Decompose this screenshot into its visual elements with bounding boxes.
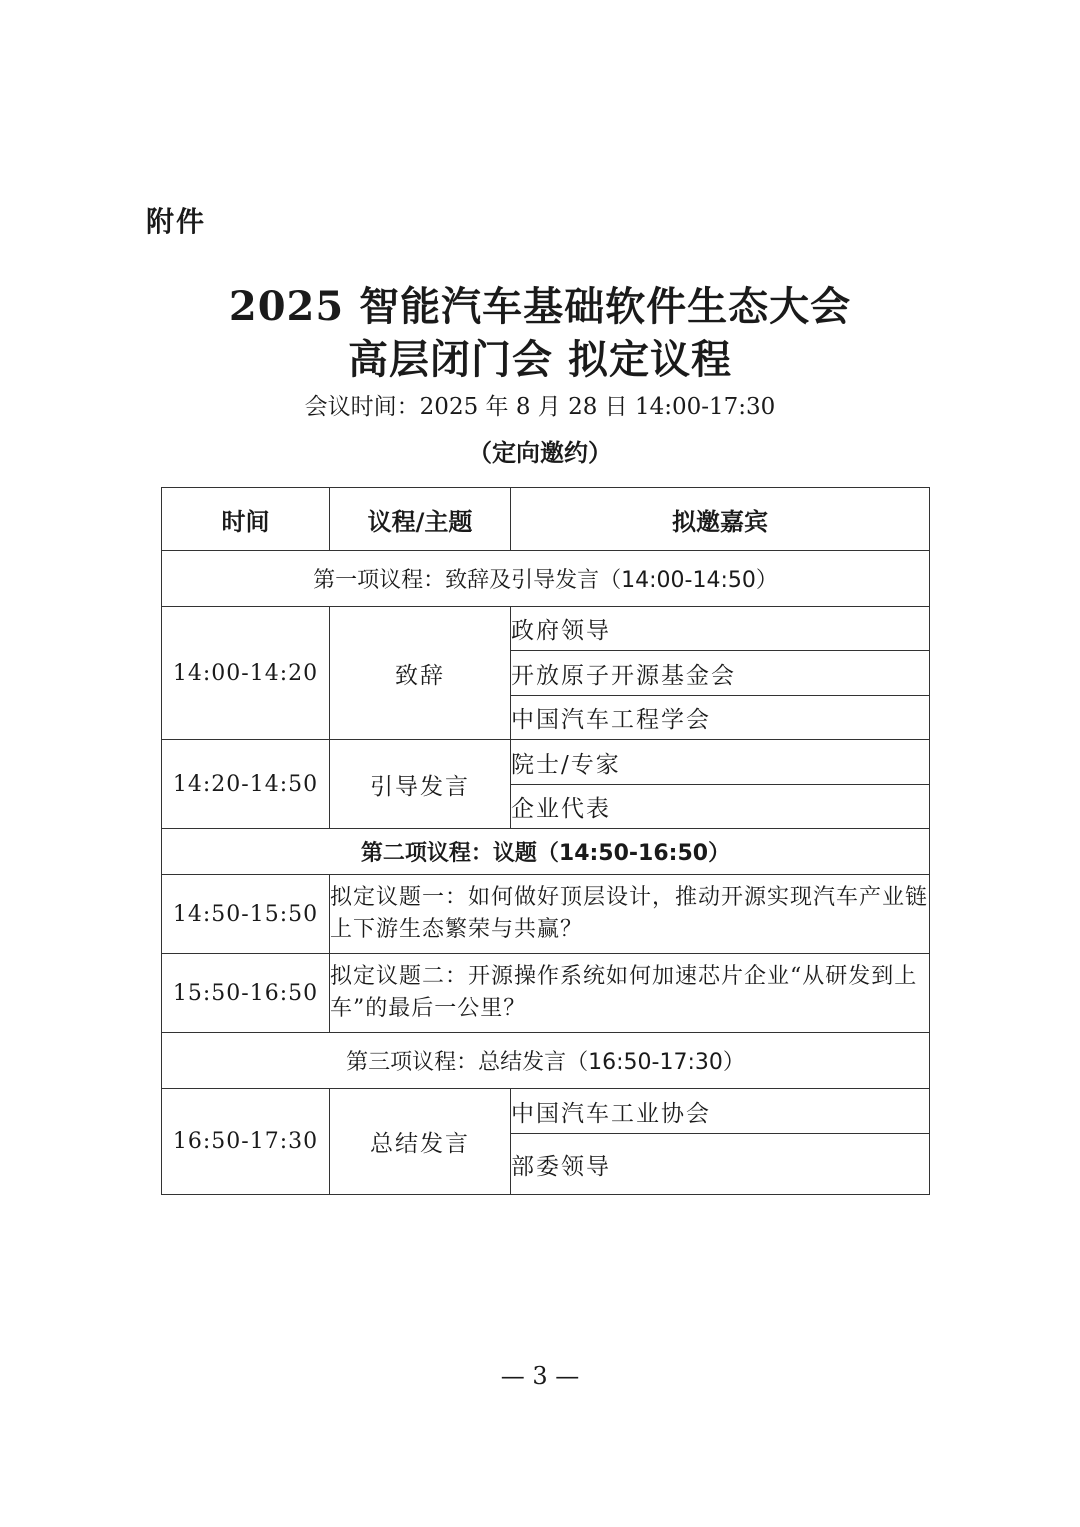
guest-cell: 开放原子开源基金会	[511, 651, 930, 696]
agenda-table	[161, 487, 930, 1195]
guest-cell: 中国汽车工程学会	[511, 696, 930, 740]
table-row	[162, 607, 930, 651]
table-row	[162, 954, 930, 1033]
topic-cell: 总结发言	[330, 1089, 511, 1195]
page-number: — 3 —	[500, 1362, 580, 1390]
topic-cell: 引导发言	[330, 740, 511, 829]
table-row	[162, 875, 930, 954]
time-cell: 14:00-14:20	[162, 607, 330, 740]
header-guests: 拟邀嘉宾	[511, 488, 930, 551]
section-title: 第一项议程：致辞及引导发言（14:00-14:50）	[313, 568, 778, 593]
invitation-note: （定向邀约）	[468, 439, 612, 467]
guest-cell: 政府领导	[511, 607, 930, 651]
section-row	[162, 1033, 930, 1089]
guest-cell: 部委领导	[511, 1134, 930, 1195]
section-title: 第二项议程：议题（14:50-16:50）	[360, 841, 731, 866]
section-row	[162, 551, 930, 607]
page-title-line1: 2025 智能汽车基础软件生态大会	[228, 283, 852, 330]
guest-cell: 中国汽车工业协会	[511, 1089, 930, 1134]
page-title-line2: 高层闭门会 拟定议程	[348, 336, 732, 383]
issue-cell: 拟定议题一：如何做好顶层设计，推动开源实现汽车产业链上下游生态繁荣与共赢？	[330, 875, 930, 954]
header-topic: 议程/主题	[330, 488, 511, 551]
header-time: 时间	[162, 488, 330, 551]
section-row	[162, 829, 930, 875]
time-cell: 14:50-15:50	[162, 875, 330, 954]
section-title: 第三项议程：总结发言（16:50-17:30）	[346, 1050, 745, 1075]
attachment-label: 附件	[146, 205, 207, 238]
table-header-row	[162, 488, 930, 551]
topic-cell: 致辞	[330, 607, 511, 740]
time-cell: 15:50-16:50	[162, 954, 330, 1033]
table-row	[162, 1089, 930, 1134]
time-cell: 16:50-17:30	[162, 1089, 330, 1195]
guest-cell: 企业代表	[511, 785, 930, 829]
time-cell: 14:20-14:50	[162, 740, 330, 829]
meeting-time: 会议时间：2025 年 8 月 28 日 14:00-17:30	[304, 394, 776, 420]
table-row	[162, 740, 930, 785]
guest-cell: 院士/专家	[511, 740, 930, 785]
issue-cell: 拟定议题二：开源操作系统如何加速芯片企业“从研发到上车”的最后一公里？	[330, 954, 930, 1033]
